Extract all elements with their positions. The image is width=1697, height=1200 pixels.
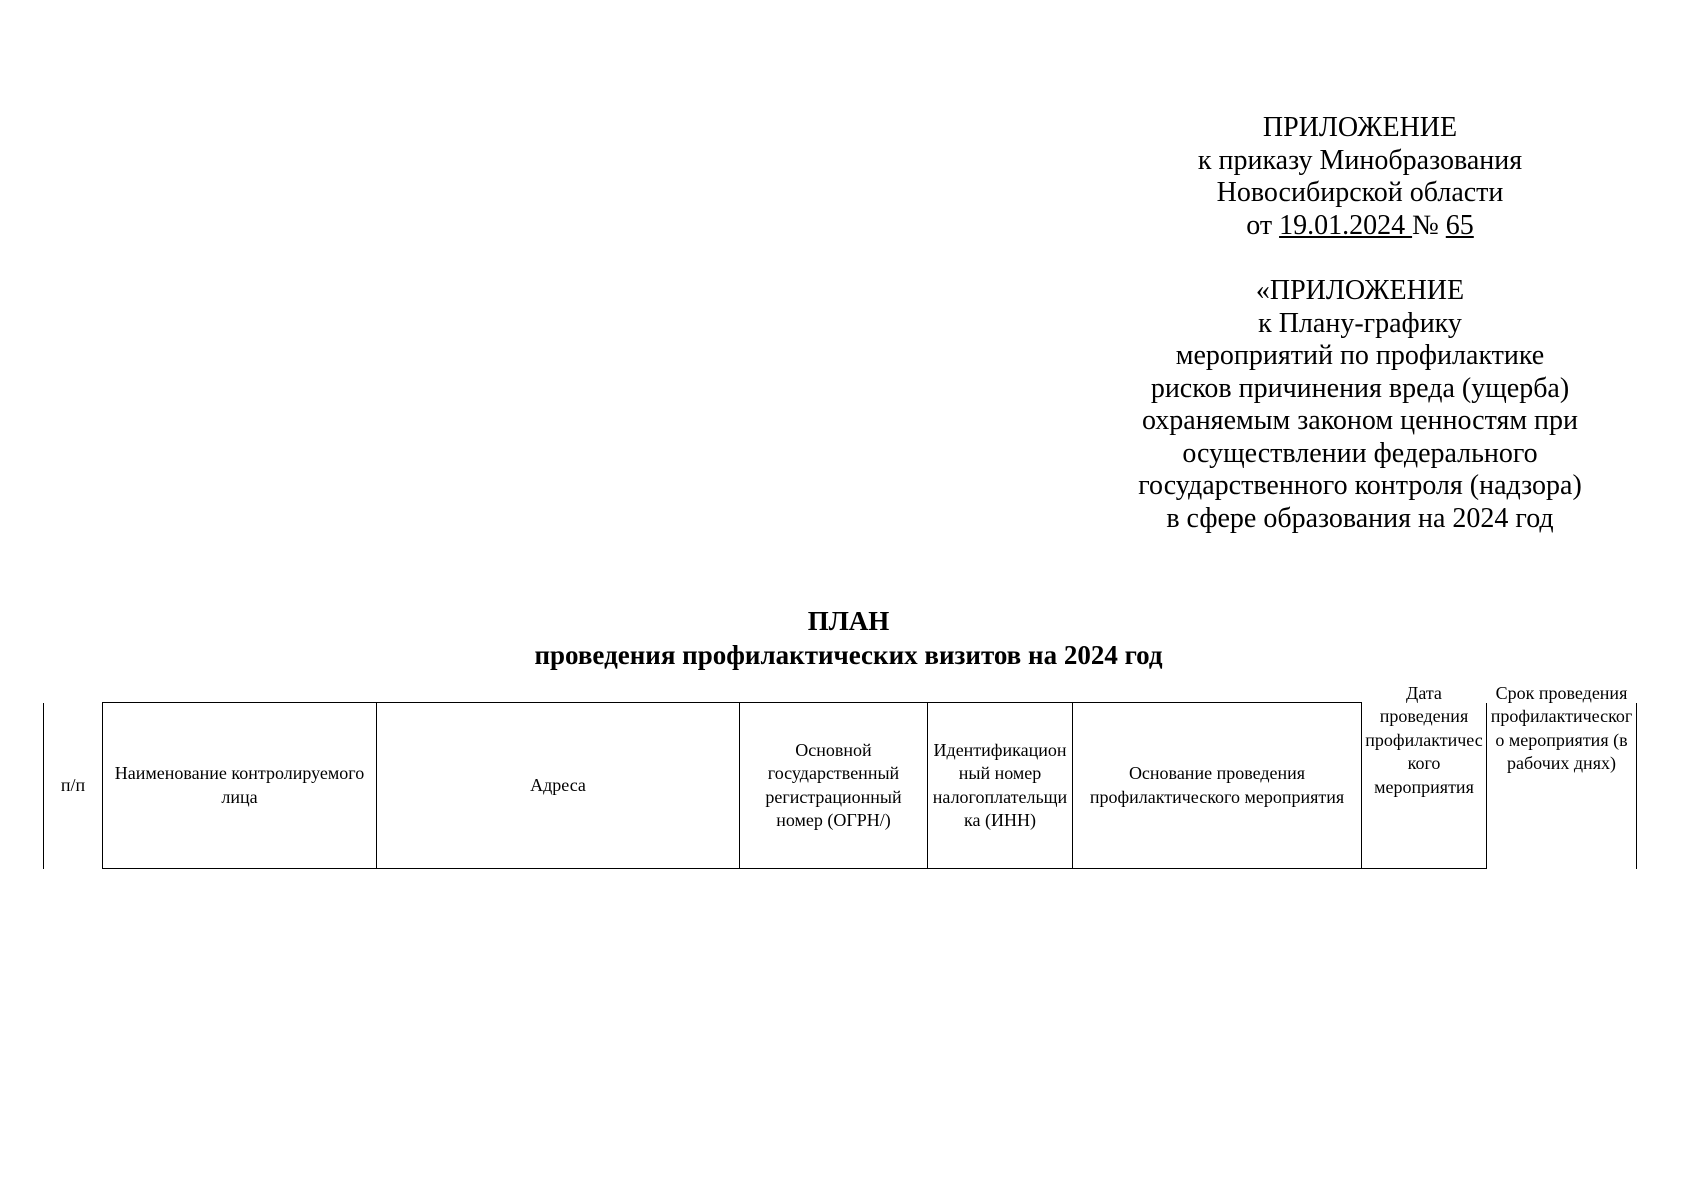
col-header-name: Наименование контролируемого лица bbox=[103, 703, 377, 869]
appendix-order-ref: к приказу Минобразования bbox=[1197, 144, 1523, 176]
sub-appendix-title: «ПРИЛОЖЕНИЕ bbox=[1255, 275, 1465, 306]
sub-appendix-line: государственного контроля (надзора) bbox=[1138, 470, 1582, 501]
plan-heading bbox=[0, 604, 1697, 672]
order-number: 65 bbox=[1445, 209, 1474, 241]
col-header-basis: Основание проведения профилактического мероприятия bbox=[1073, 703, 1362, 869]
appendix-title: ПРИЛОЖЕНИЕ bbox=[1262, 112, 1458, 143]
sub-appendix-line: осуществлении федерального bbox=[1182, 437, 1538, 469]
plan-table bbox=[43, 682, 1637, 869]
col-header-date-text: Дата проведения профилактического мероприятия bbox=[1365, 682, 1483, 797]
sub-appendix-line: мероприятий по профилактике bbox=[1175, 340, 1545, 371]
table-header-row bbox=[44, 703, 1637, 869]
col-header-duration-text: Срок проведения профилактического мероприятия (в рабочих днях) bbox=[1490, 682, 1633, 773]
sub-appendix-line: в сфере образования на 2024 год bbox=[1166, 502, 1554, 534]
col-header-ogrn: Основной государственный регистрационный номер (ОГРН/) bbox=[740, 703, 928, 869]
col-header-number: п/п bbox=[44, 703, 103, 869]
col-header-date bbox=[1362, 682, 1487, 869]
order-prefix: от bbox=[1246, 209, 1273, 241]
sub-appendix-line: охраняемым законом ценностям при bbox=[1141, 405, 1579, 436]
col-header-address: Адреса bbox=[377, 703, 740, 869]
sub-appendix-line: рисков причинения вреда (ущерба) bbox=[1150, 372, 1570, 404]
order-date: 19.01.2024 bbox=[1279, 209, 1413, 241]
plan-title: ПЛАН bbox=[807, 606, 890, 636]
col-header-duration bbox=[1487, 682, 1637, 869]
order-number-sign: № bbox=[1412, 209, 1439, 241]
appendix-block bbox=[1080, 112, 1640, 535]
plan-subtitle: проведения профилактических визитов на 2024 год bbox=[534, 640, 1163, 670]
appendix-region: Новосибирской области bbox=[1216, 177, 1504, 208]
sub-appendix-line: к Плану-графику bbox=[1258, 307, 1462, 339]
col-header-inn: Идентификационный номер налогоплательщика (ИНН) bbox=[928, 703, 1073, 869]
appendix-order-line bbox=[1080, 210, 1640, 243]
